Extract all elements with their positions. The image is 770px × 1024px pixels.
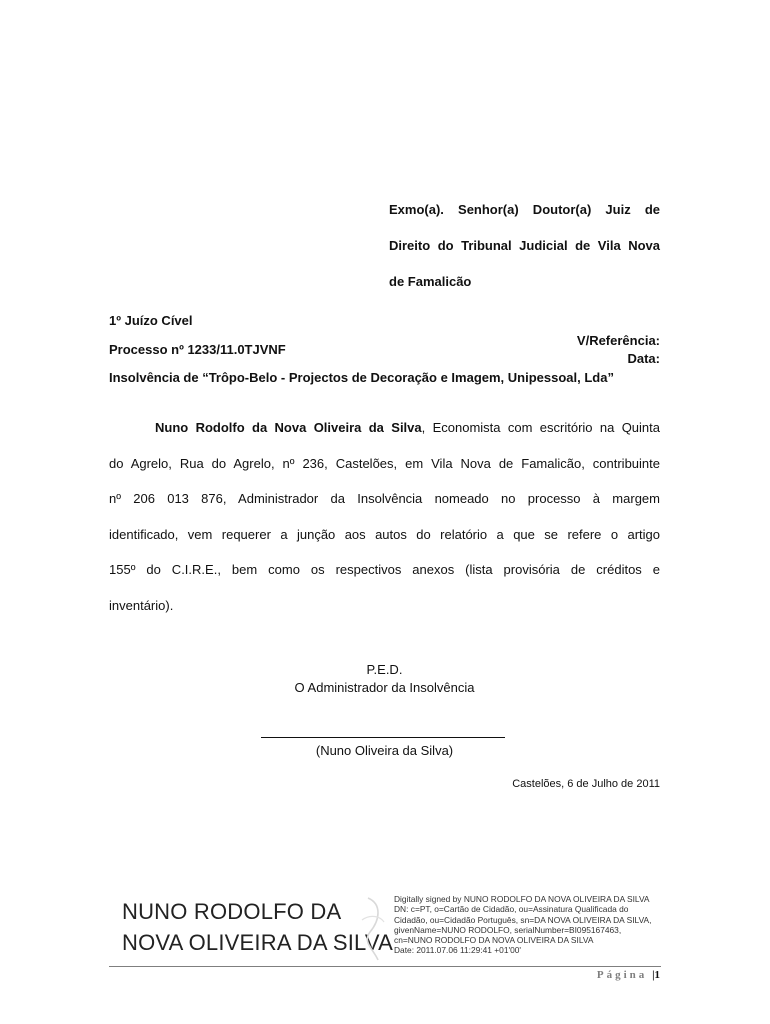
signatory-role: O Administrador da Insolvência <box>294 680 475 695</box>
paragraph-line: nº 206 013 876, Administrador da Insolvência nomeado no processo à margem <box>109 491 660 506</box>
administrator-name: Nuno Rodolfo da Nova Oliveira da Silva <box>155 420 422 435</box>
paragraph-line: 155º do C.I.R.E., bem como os respectivos anexos (lista provisória de créditos e <box>109 562 660 577</box>
recipient-line: Exmo(a). Senhor(a) Doutor(a) Juiz de <box>389 202 660 217</box>
paragraph-line <box>109 410 660 446</box>
case-subject: Insolvência de “Trôpo-Belo - Projectos de Decoração e Imagem, Unipessoal, Lda” <box>109 370 614 385</box>
signer-name-line: NOVA OLIVEIRA DA SILVA <box>122 930 393 955</box>
recipient-address <box>389 192 660 300</box>
signature-line <box>261 737 505 738</box>
signature-detail-line: cn=NUNO RODOLFO DA NOVA OLIVEIRA DA SILVA <box>394 935 594 946</box>
signature-detail-line: Digitally signed by NUNO RODOLFO DA NOVA OLIVEIRA DA SILVA <box>394 894 650 904</box>
digital-signature-stamp <box>122 892 662 962</box>
signature-detail-line: givenName=NUNO RODOLFO, serialNumber=BI095167463, <box>394 924 622 935</box>
page-number: 1 <box>654 969 660 981</box>
signature-flourish-icon <box>348 892 398 962</box>
paragraph-line: do Agrelo, Rua do Agrelo, nº 236, Castelões, em Vila Nova de Famalicão, contribuinte <box>109 455 660 471</box>
signature-details <box>394 894 651 956</box>
paragraph-line: inventário). <box>109 597 174 613</box>
place-and-date: Castelões, 6 de Julho de 2011 <box>512 778 660 790</box>
signatory-name: (Nuno Oliveira da Silva) <box>315 743 454 758</box>
footer-rule <box>109 966 661 967</box>
page-footer <box>109 969 660 981</box>
signer-name-line: NUNO RODOLFO DA <box>122 899 342 924</box>
signature-detail-line: DN: c=PT, o=Cartão de Cidadão, ou=Assinatura Qualificada do <box>394 904 629 915</box>
court-name: 1º Juízo Cível <box>109 313 193 328</box>
recipient-line: de Famalicão <box>389 274 472 289</box>
page-separator: | <box>652 969 655 981</box>
page-word: Página <box>596 969 648 981</box>
your-reference-label: V/Referência: <box>576 333 660 348</box>
recipient-line: Direito do Tribunal Judicial de Vila Nova <box>389 238 660 253</box>
paragraph-text: , Economista com escritório na Quinta <box>421 420 660 435</box>
date-label: Data: <box>627 351 660 366</box>
request-paragraph <box>109 410 660 623</box>
signature-detail-line: Date: 2011.07.06 11:29:41 +01'00' <box>394 945 521 956</box>
paragraph-line: identificado, vem requerer a junção aos autos do relatório a que se refere o artigo <box>109 526 660 542</box>
signature-detail-line: Cidadão, ou=Cidadão Português, sn=DA NOVA OLIVEIRA DA SILVA, <box>394 914 652 925</box>
ped-text: P.E.D. <box>366 662 403 677</box>
process-number: Processo nº 1233/11.0TJVNF <box>109 342 286 357</box>
